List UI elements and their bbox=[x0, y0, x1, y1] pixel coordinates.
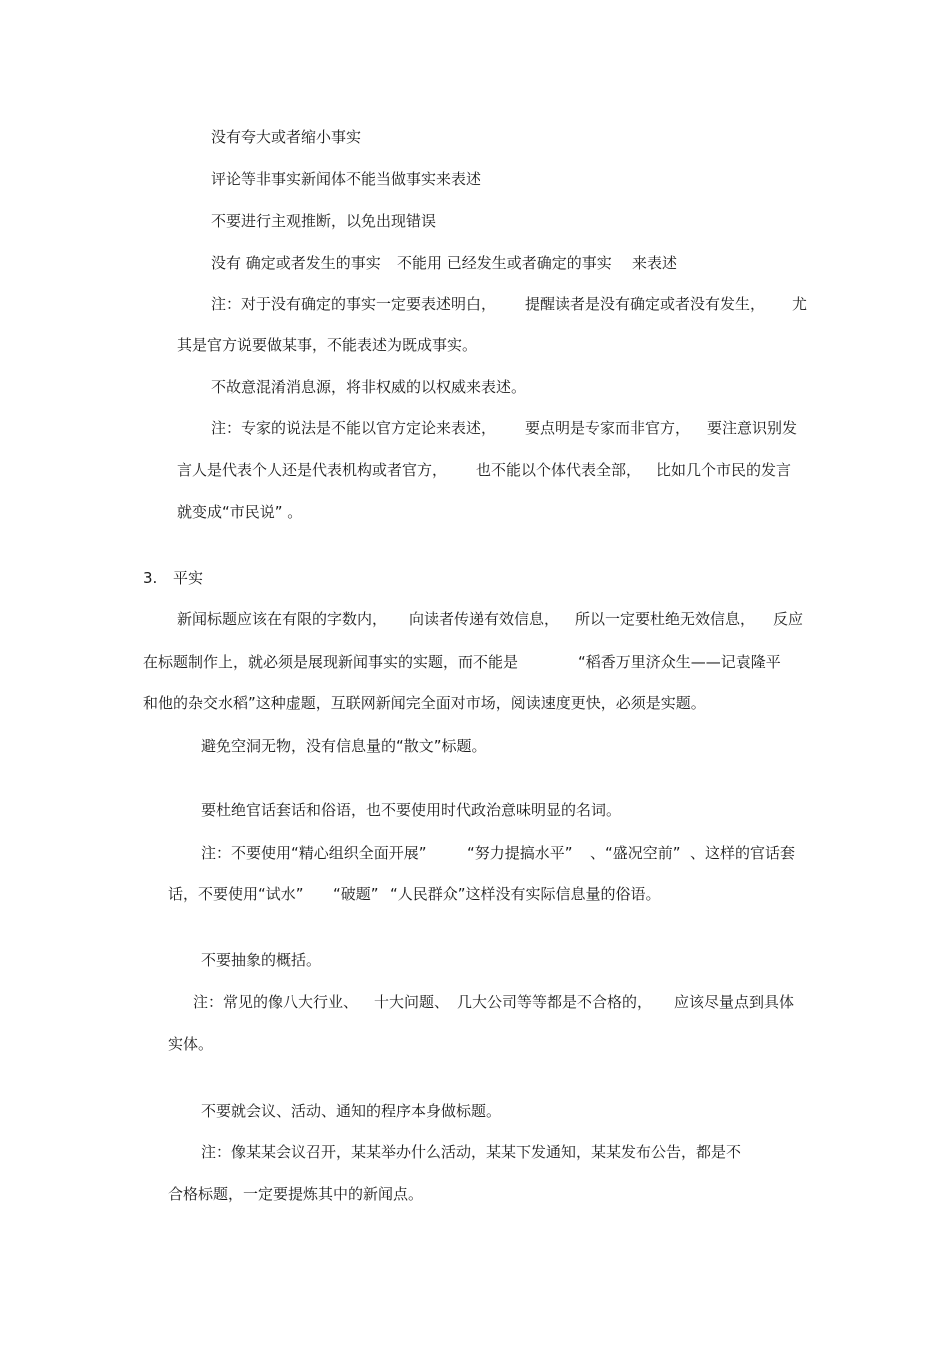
text-line: 向读者传递有效信息， bbox=[409, 610, 560, 628]
text-line: 要点明是专家而非官方， bbox=[525, 419, 691, 437]
text-line: 不要就会议、活动、通知的程序本身做标题。 bbox=[201, 1102, 502, 1120]
section-title: 平实 bbox=[173, 569, 204, 587]
text-line: 和他的杂交水稻”这种虚题，互联网新闻完全面对市场，阅读速度更快，必须是实题。 bbox=[143, 694, 706, 712]
text-line: 来表述 bbox=[632, 254, 678, 272]
text-line: 言人是代表个人还是代表机构或者官方， bbox=[177, 461, 448, 479]
section-number: 3. bbox=[143, 569, 158, 587]
text-line: 没有夸大或者缩小事实 bbox=[211, 128, 362, 146]
text-line: 也不能以个体代表全部， bbox=[476, 461, 642, 479]
text-line: 不要抽象的概括。 bbox=[201, 951, 322, 969]
text-line: “稻香万里济众生——记袁隆平 bbox=[578, 653, 781, 671]
text-line: 避免空洞无物，没有信息量的“散文”标题。 bbox=[201, 737, 487, 755]
text-line: “人民群众”这样没有实际信息量的俗语。 bbox=[390, 885, 661, 903]
text-line: 评论等非事实新闻体不能当做事实来表述 bbox=[211, 170, 482, 188]
text-line: 注：像某某会议召开，某某举办什么活动，某某下发通知，某某发布公告，都是不 bbox=[201, 1143, 742, 1161]
text-line: 不故意混淆消息源，将非权威的以权威来表述。 bbox=[211, 378, 527, 396]
text-line: 实体。 bbox=[168, 1035, 214, 1053]
text-line: 几大公司等等都是不合格的， bbox=[457, 993, 653, 1011]
text-line: 、这样的官话套 bbox=[690, 844, 796, 862]
text-line: 注：不要使用“精心组织全面开展” bbox=[201, 844, 427, 862]
text-line: 所以一定要杜绝无效信息， bbox=[575, 610, 756, 628]
text-line: 不能用 已经发生或者确定的事实 bbox=[397, 254, 612, 272]
text-line: 话，不要使用“试水” bbox=[168, 885, 304, 903]
text-line: 就变成“市民说” 。 bbox=[177, 503, 303, 521]
text-line: 新闻标题应该在有限的字数内， bbox=[177, 610, 388, 628]
text-line: 比如几个市民的发言 bbox=[656, 461, 792, 479]
text-line: 反应 bbox=[773, 610, 804, 628]
text-line: 注：对于没有确定的事实一定要表述明白， bbox=[211, 295, 497, 313]
text-line: 合格标题，一定要提炼其中的新闻点。 bbox=[168, 1185, 424, 1203]
text-line: 在标题制作上，就必须是展现新闻事实的实题，而不能是 bbox=[143, 653, 519, 671]
text-line: 其是官方说要做某事，不能表述为既成事实。 bbox=[177, 336, 478, 354]
text-line: 没有 确定或者发生的事实 bbox=[211, 254, 381, 272]
text-line: 要注意识别发 bbox=[707, 419, 798, 437]
text-line: 要杜绝官话套话和俗语，也不要使用时代政治意味明显的名词。 bbox=[201, 801, 622, 819]
text-line: 注：常见的像八大行业、 bbox=[193, 993, 359, 1011]
text-line: “努力提搞水平” bbox=[467, 844, 573, 862]
text-line: 、“盛况空前” bbox=[590, 844, 681, 862]
text-line: 尤 bbox=[792, 295, 808, 313]
text-line: “破题” bbox=[333, 885, 379, 903]
text-line: 注：专家的说法是不能以官方定论来表述， bbox=[211, 419, 497, 437]
text-line: 十大问题、 bbox=[374, 993, 450, 1011]
text-line: 不要进行主观推断，以免出现错误 bbox=[211, 212, 437, 230]
text-line: 提醒读者是没有确定或者没有发生， bbox=[525, 295, 766, 313]
text-line: 应该尽量点到具体 bbox=[674, 993, 795, 1011]
